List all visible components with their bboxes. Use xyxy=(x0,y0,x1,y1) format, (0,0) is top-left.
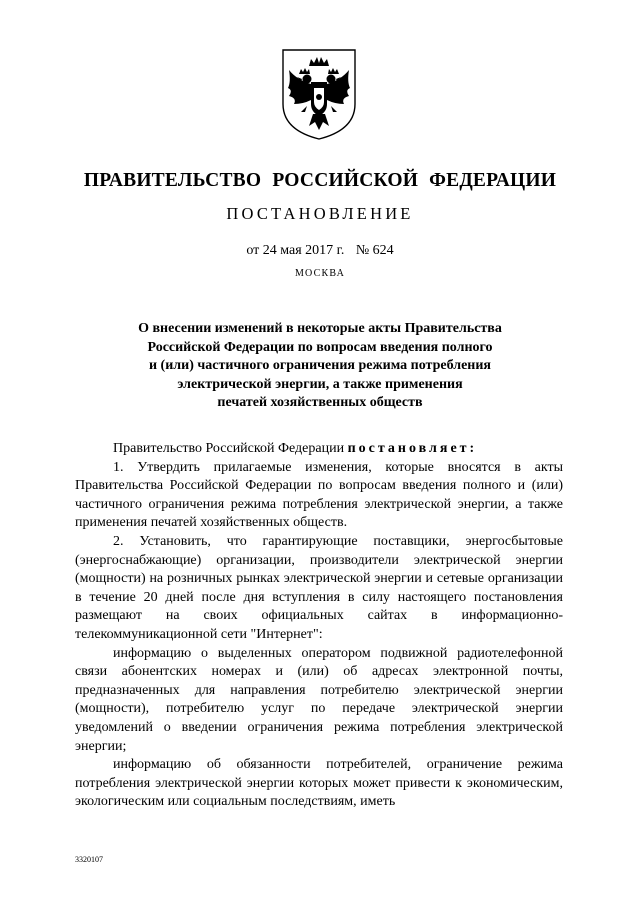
document-body xyxy=(75,440,563,812)
heading-line: и (или) частичного ограничения режима потребления xyxy=(148,358,491,374)
government-title: ПРАВИТЕЛЬСТВО РОССИЙСКОЙ ФЕДЕРАЦИИ xyxy=(83,170,557,191)
heading-line: электрической энергии, а также применения xyxy=(177,376,463,392)
paragraph-2: 2. Установить, что гарантирующие поставщики, энергосбытовые (энергоснабжающие) организации, производители электрической энергии (мощности) на розничных рынках электрической энергии и сетевые организации в течение 20 дней после дня вступления в силу настоящего постановления размещают на своих официальных сайтах в информационно-телекоммуникационной сети "Интернет": xyxy=(75,533,563,642)
paragraph-1: 1. Утвердить прилагаемые изменения, которые вносятся в акты Правительства Российской Федерации по вопросам введения полного и (или) частичного ограничения режима потребления электрической энергии, а также применения печатей хозяйственных обществ. xyxy=(75,459,563,531)
document-code: 3320107 xyxy=(75,855,103,864)
document-type: ПОСТАНОВЛЕНИЕ xyxy=(226,204,414,223)
heading-line: О внесении изменений в некоторые акты Правительства xyxy=(138,321,502,336)
paragraph-4: информацию об обязанности потребителей, ограничение режима потребления электрической энергии которых может привести к экономическим, экологическим или социальным последствиям, иметь xyxy=(75,757,563,810)
preamble xyxy=(75,440,563,459)
document-heading xyxy=(60,320,580,413)
document-date: от 24 мая 2017 г. xyxy=(246,243,345,258)
document-number: № 624 xyxy=(355,243,394,258)
coat-of-arms-emblem xyxy=(277,46,361,142)
heading-line: Российской Федерации по вопросам введения полного xyxy=(147,339,493,355)
heading-line: печатей хозяйственных обществ xyxy=(217,395,423,411)
preamble-text: Правительство Российской Федерации xyxy=(113,441,345,456)
paragraph-3: информацию о выделенных оператором подвижной радиотелефонной связи абонентских номерах и (или) об адресах электронной почты, предназначенных для направления потребителю электрической энергии (мощности), потребителю услуг по передаче электрической энергии уведомлений о введении ограничения режима потребления электрической энергии; xyxy=(75,645,563,754)
city: МОСКВА xyxy=(294,268,346,279)
document-date-number xyxy=(0,243,640,259)
preamble-decree-word: постановляет: xyxy=(347,441,478,456)
